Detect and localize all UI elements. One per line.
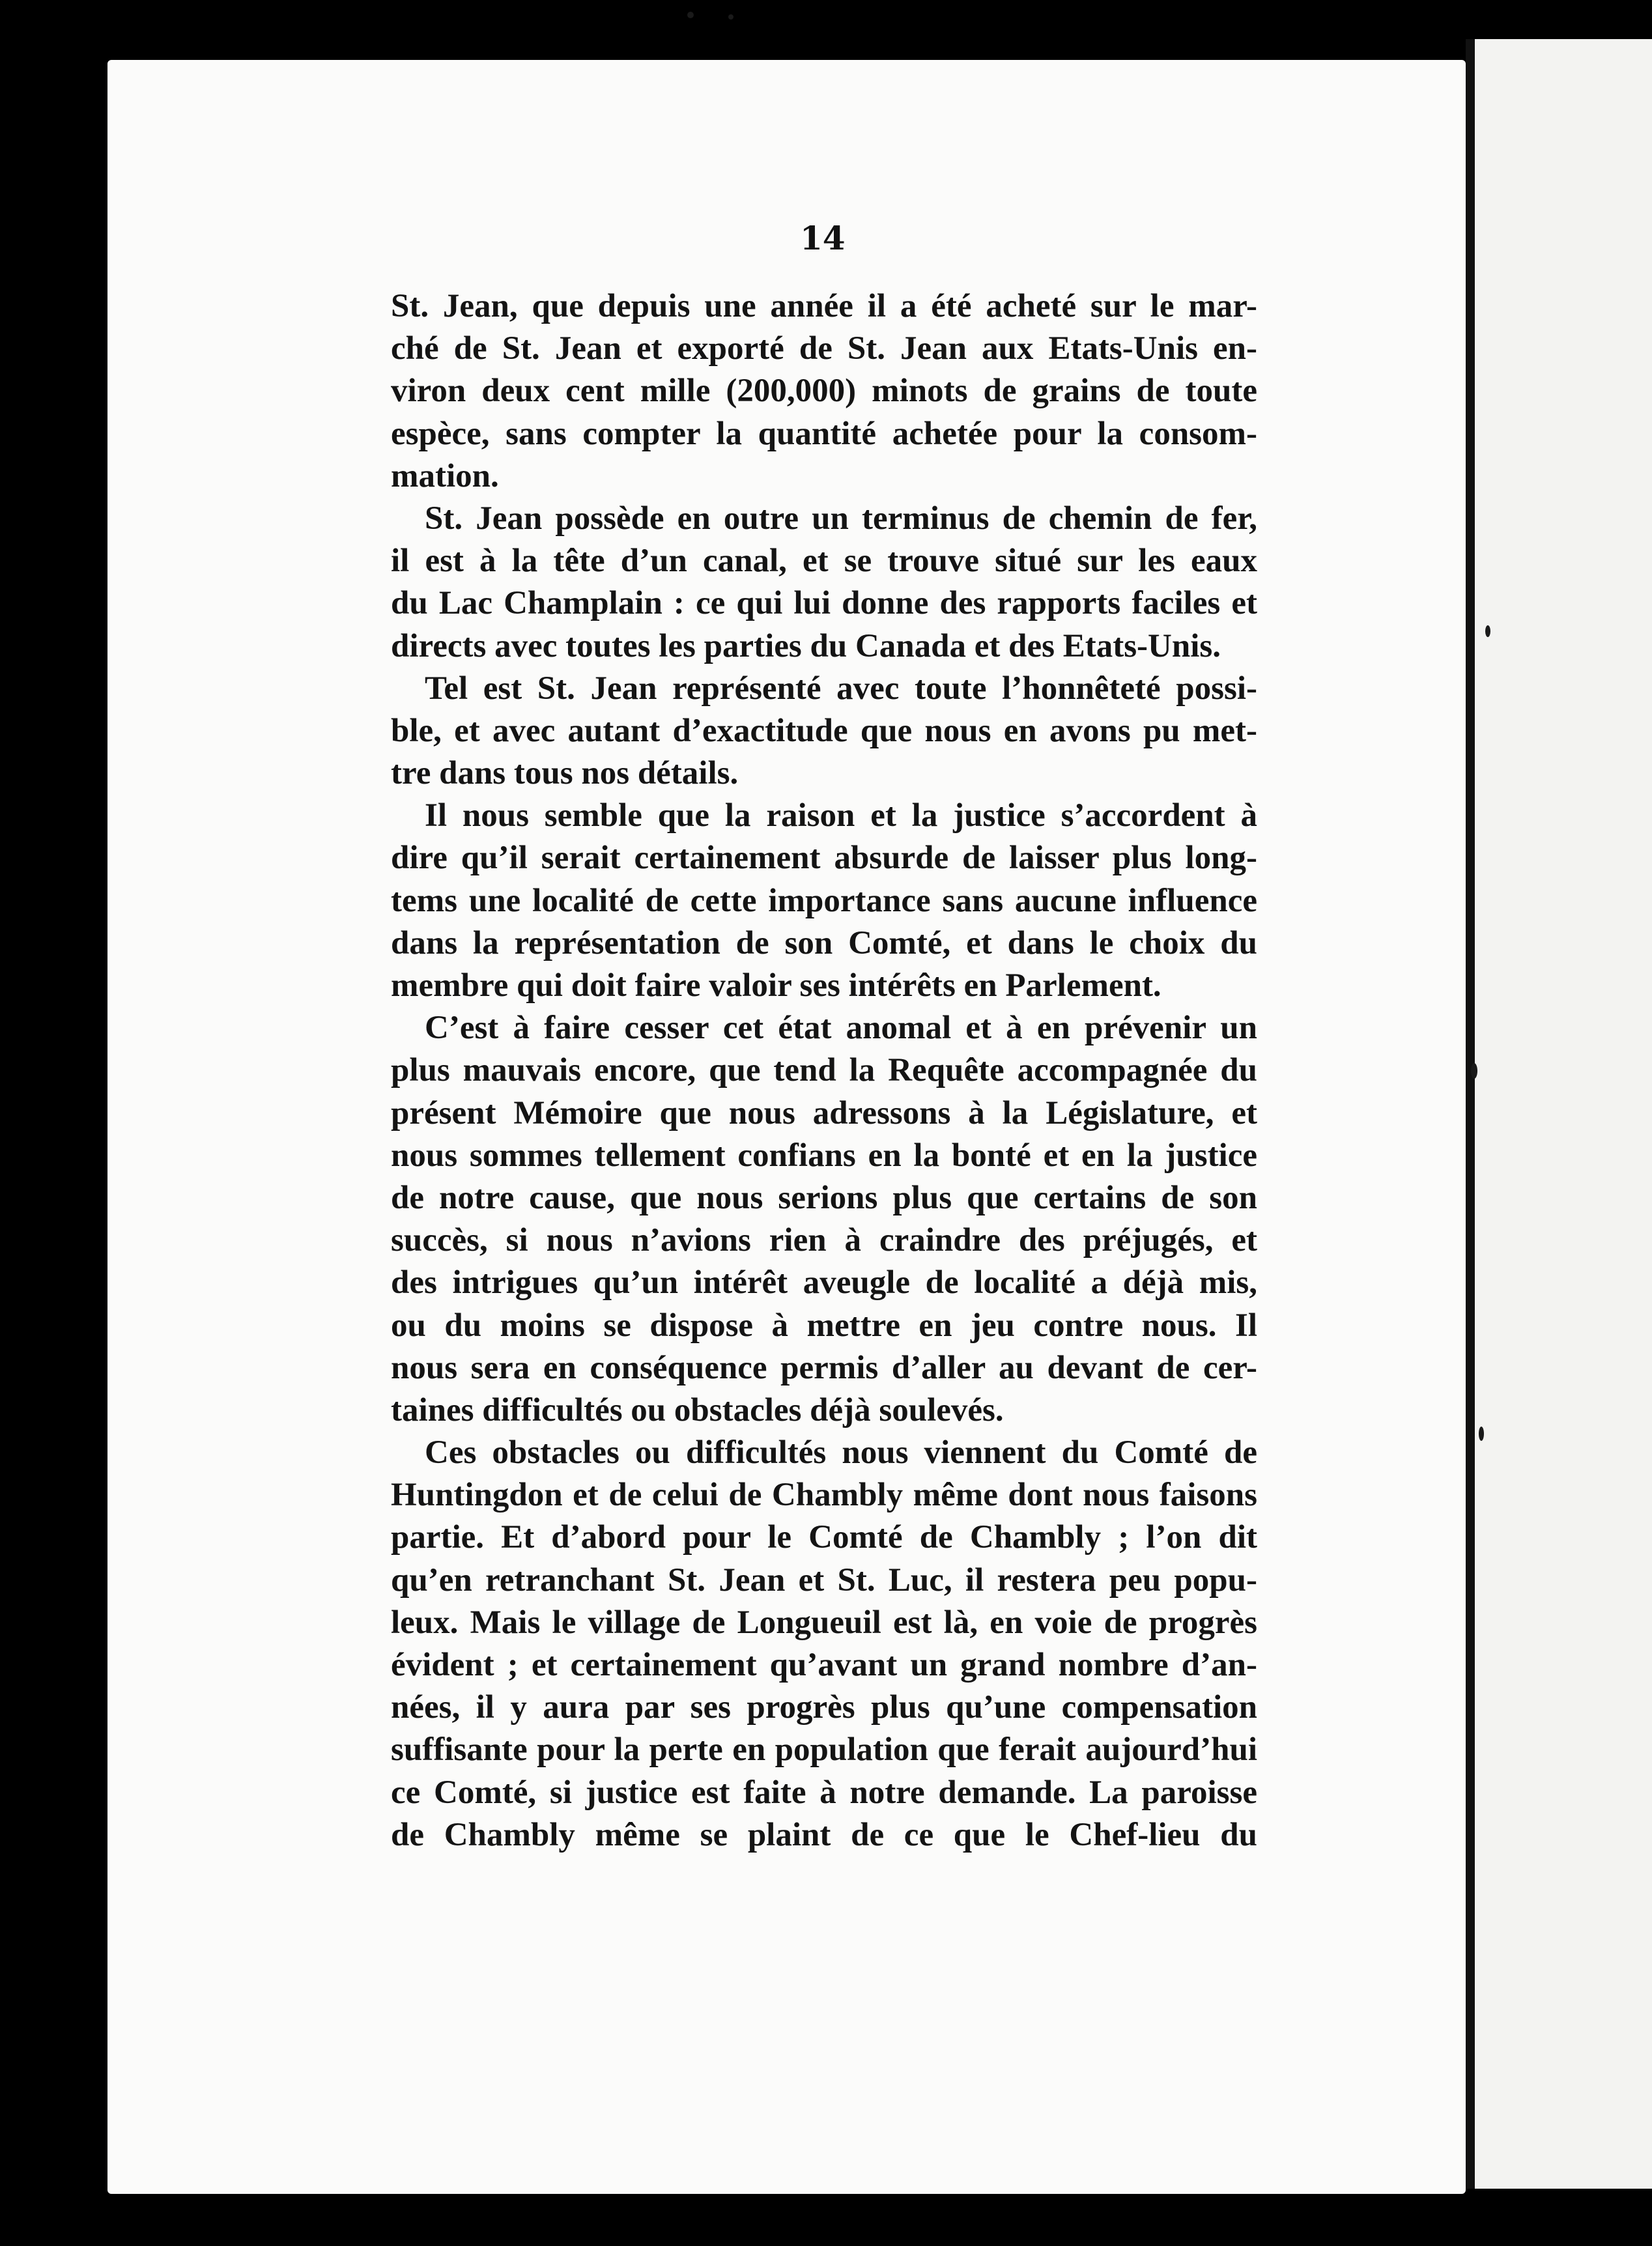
book-gutter	[1466, 39, 1475, 2189]
text-line: C’est à faire cesser cet état anomal et à en prévenir un	[425, 1010, 1257, 1047]
text-line: il est à la tête d’un canal, et se trouve situé sur les eaux	[391, 543, 1257, 580]
text-line: nous sera en conséquence permis d’aller au devant de cer-	[391, 1349, 1257, 1386]
text-line: nées, il y aura par ses progrès plus qu’une compensation	[391, 1689, 1257, 1726]
scan-speck	[1485, 625, 1490, 637]
text-line: de Chambly même se plaint de ce que le Chef-lieu du	[391, 1816, 1257, 1853]
text-line: Tel est St. Jean représenté avec toute l’honnêteté possi-	[425, 670, 1257, 707]
text-line: dire qu’il serait certainement absurde de laisser plus long-	[391, 840, 1257, 877]
text-line: Il nous semble que la raison et la justice s’accordent à	[425, 797, 1257, 834]
text-line: du Lac Champlain : ce qui lui donne des rapports faciles et	[391, 585, 1257, 622]
text-line: Huntingdon et de celui de Chambly même dont nous faisons	[391, 1477, 1257, 1514]
text-line: membre qui doit faire valoir ses intérêts en Parlement.	[391, 967, 1161, 1004]
text-line: ce Comté, si justice est faite à notre demande. La paroisse	[391, 1774, 1257, 1811]
adjacent-page-edge	[1475, 39, 1652, 2189]
body-text	[391, 285, 1257, 1856]
text-line: directs avec toutes les parties du Canada et des Etats-Unis.	[391, 627, 1221, 664]
text-line: des intrigues qu’un intérêt aveugle de localité a déjà mis,	[391, 1264, 1257, 1301]
text-line: dans la représentation de son Comté, et dans le choix du	[391, 924, 1257, 961]
text-line: de notre cause, que nous serions plus que certains de son	[391, 1179, 1257, 1216]
text-line: ble, et avec autant d’exactitude que nous en avons pu met-	[391, 712, 1257, 749]
text-line: St. Jean, que depuis une année il a été acheté sur le mar-	[391, 288, 1257, 324]
text-line: ché de St. Jean et exporté de St. Jean aux Etats-Unis en-	[391, 330, 1257, 367]
scan-speck	[1479, 1427, 1484, 1441]
text-line: St. Jean possède en outre un terminus de chemin de fer,	[425, 500, 1257, 537]
text-line: qu’en retranchant St. Jean et St. Luc, il restera peu popu-	[391, 1561, 1257, 1599]
text-line: évident ; et certainement qu’avant un grand nombre d’an-	[391, 1647, 1257, 1683]
text-line: tems une localité de cette importance sans aucune influence	[391, 882, 1257, 919]
text-line: plus mauvais encore, que tend la Requête accompagnée du	[391, 1052, 1257, 1089]
text-line: Ces obstacles ou difficultés nous viennent du Comté de	[425, 1434, 1257, 1471]
text-line: taines difficultés ou obstacles déjà soulevés.	[391, 1391, 1004, 1429]
page-number: 14	[800, 219, 846, 257]
scan-speck	[687, 12, 694, 18]
text-line: tre dans tous nos détails.	[391, 755, 739, 792]
text-line: ou du moins se dispose à mettre en jeu contre nous. Il	[391, 1307, 1257, 1344]
text-line: espèce, sans compter la quantité achetée pour la consom-	[391, 415, 1257, 452]
text-line: partie. Et d’abord pour le Comté de Chambly ; l’on dit	[391, 1519, 1257, 1556]
text-line: présent Mémoire que nous adressons à la Législature, et	[391, 1094, 1257, 1131]
scan-speck	[1471, 1063, 1477, 1079]
text-line: suffisante pour la perte en population que ferait aujourd’hui	[391, 1731, 1257, 1769]
text-line: succès, si nous n’avions rien à craindre des préjugés, et	[391, 1222, 1257, 1259]
text-line: mation.	[391, 457, 499, 494]
scan-speck	[728, 14, 733, 20]
text-line: nous sommes tellement confians en la bonté et en la justice	[391, 1137, 1257, 1174]
text-line: leux. Mais le village de Longueuil est là, en voie de progrès	[391, 1604, 1257, 1641]
text-line: viron deux cent mille (200,000) minots de grains de toute	[391, 373, 1257, 410]
